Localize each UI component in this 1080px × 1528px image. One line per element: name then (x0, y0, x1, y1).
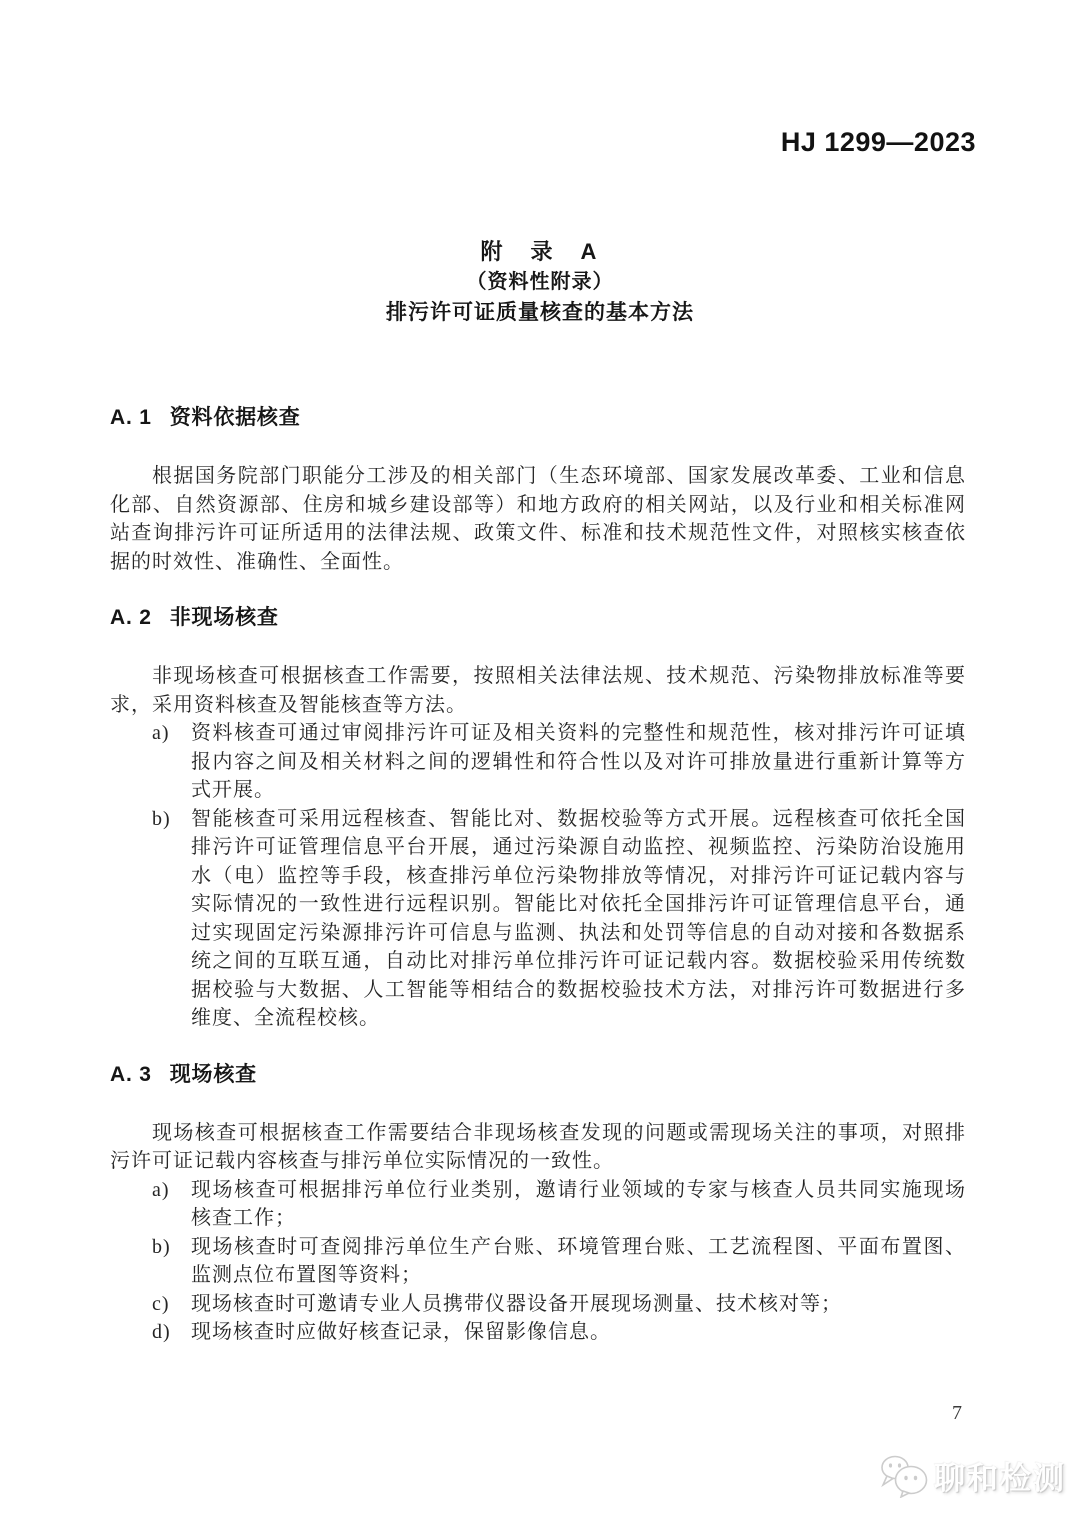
list-item (152, 1290, 966, 1319)
appendix-subject: 排污许可证质量核查的基本方法 (386, 301, 694, 324)
section-a3-number: A. 3 (110, 1062, 152, 1086)
list-item-label: a) (152, 1178, 170, 1201)
section-a2-paragraph: 非现场核查可根据核查工作需要，按照相关法律法规、技术规范、污染物排放标准等要求，采用资料核查及智能核查等方法。 (110, 665, 966, 716)
section-a3-paragraph: 现场核查可根据核查工作需要结合非现场核查发现的问题或需现场关注的事项，对照排污许可证记载内容核查与排污单位实际情况的一致性。 (110, 1121, 966, 1172)
section-a2-list (110, 719, 966, 1033)
list-item (152, 719, 966, 805)
list-item-label: b) (152, 807, 171, 830)
section-a2 (110, 604, 966, 1033)
list-item-label: b) (152, 1235, 171, 1258)
list-item-text: 智能核查可采用远程核查、智能比对、数据校验等方式开展。远程核查可依托全国排污许可证管理信息平台开展，通过污染源自动监控、视频监控、污染防治设施用水（电）监控等手段，核查排污单位污染物排放等情况，对排污许可证记载内容与实际情况的一致性进行远程识别。智能比对依托全国排污许可证管理信息平台，通过实现固定污染源排污许可信息与监测、执法和处罚等信息的自动对接和各数据系统之间的互联互通，自动比对排污单位排污许可证记载内容。数据校验采用传统数据校验与大数据、人工智能等相结合的数据校验技术方法，对排污许可数据进行多维度、全流程校核。 (191, 807, 966, 1029)
section-a2-number: A. 2 (110, 606, 152, 629)
appendix-title: 附 录 A (480, 239, 600, 264)
section-a2-title: 非现场核查 (169, 606, 279, 629)
section-a3-list (110, 1176, 966, 1347)
page-number: 7 (952, 1402, 962, 1424)
section-a1-paragraph: 根据国务院部门职能分工涉及的相关部门（生态环境部、国家发展改革委、工业和信息化部、自然资源部、住房和城乡建设部等）和地方政府的相关网站，以及行业和相关标准网站查询排污许可证所适用的法律法规、政策文件、标准和技术规范性文件，对照核实核查依据的时效性、准确性、全面性。 (110, 465, 966, 573)
section-a2-heading (110, 604, 966, 632)
watermark-text: 聊和检测 (934, 1461, 1066, 1496)
section-a3-title: 现场核查 (169, 1062, 257, 1086)
appendix-title-block (0, 238, 1080, 327)
section-a3 (110, 1061, 966, 1347)
document-body (110, 404, 966, 1347)
list-item-label: c) (152, 1292, 170, 1315)
list-item-text: 现场核查时可查阅排污单位生产台账、环境管理台账、工艺流程图、平面布置图、监测点位布置图等资料； (191, 1235, 966, 1286)
list-item (152, 1318, 966, 1347)
watermark (879, 1453, 1066, 1498)
section-a3-heading (110, 1061, 966, 1089)
list-item (152, 805, 966, 1033)
section-a1-number: A. 1 (110, 406, 152, 429)
list-item-label: d) (152, 1321, 171, 1343)
standard-code: HJ 1299—2023 (780, 127, 976, 157)
wechat-chat-bubbles-icon (879, 1454, 929, 1498)
section-a1-title: 资料依据核查 (169, 406, 301, 429)
list-item-text: 现场核查时应做好核查记录，保留影像信息。 (191, 1321, 611, 1343)
appendix-type: （资料性附录） (466, 271, 614, 293)
list-item-label: a) (152, 722, 170, 744)
list-item-text: 资料核查可通过审阅排污许可证及相关资料的完整性和规范性，核对排污许可证填报内容之间及相关材料之间的逻辑性和符合性以及对许可排放量进行重新计算等方式开展。 (191, 722, 966, 801)
list-item-text: 现场核查可根据排污单位行业类别，邀请行业领域的专家与核查人员共同实施现场核查工作； (191, 1178, 966, 1229)
list-item-text: 现场核查时可邀请专业人员携带仪器设备开展现场测量、技术核对等； (191, 1292, 842, 1315)
list-item (152, 1233, 966, 1290)
section-a1-heading (110, 404, 966, 432)
list-item (152, 1176, 966, 1233)
section-a1 (110, 404, 966, 576)
